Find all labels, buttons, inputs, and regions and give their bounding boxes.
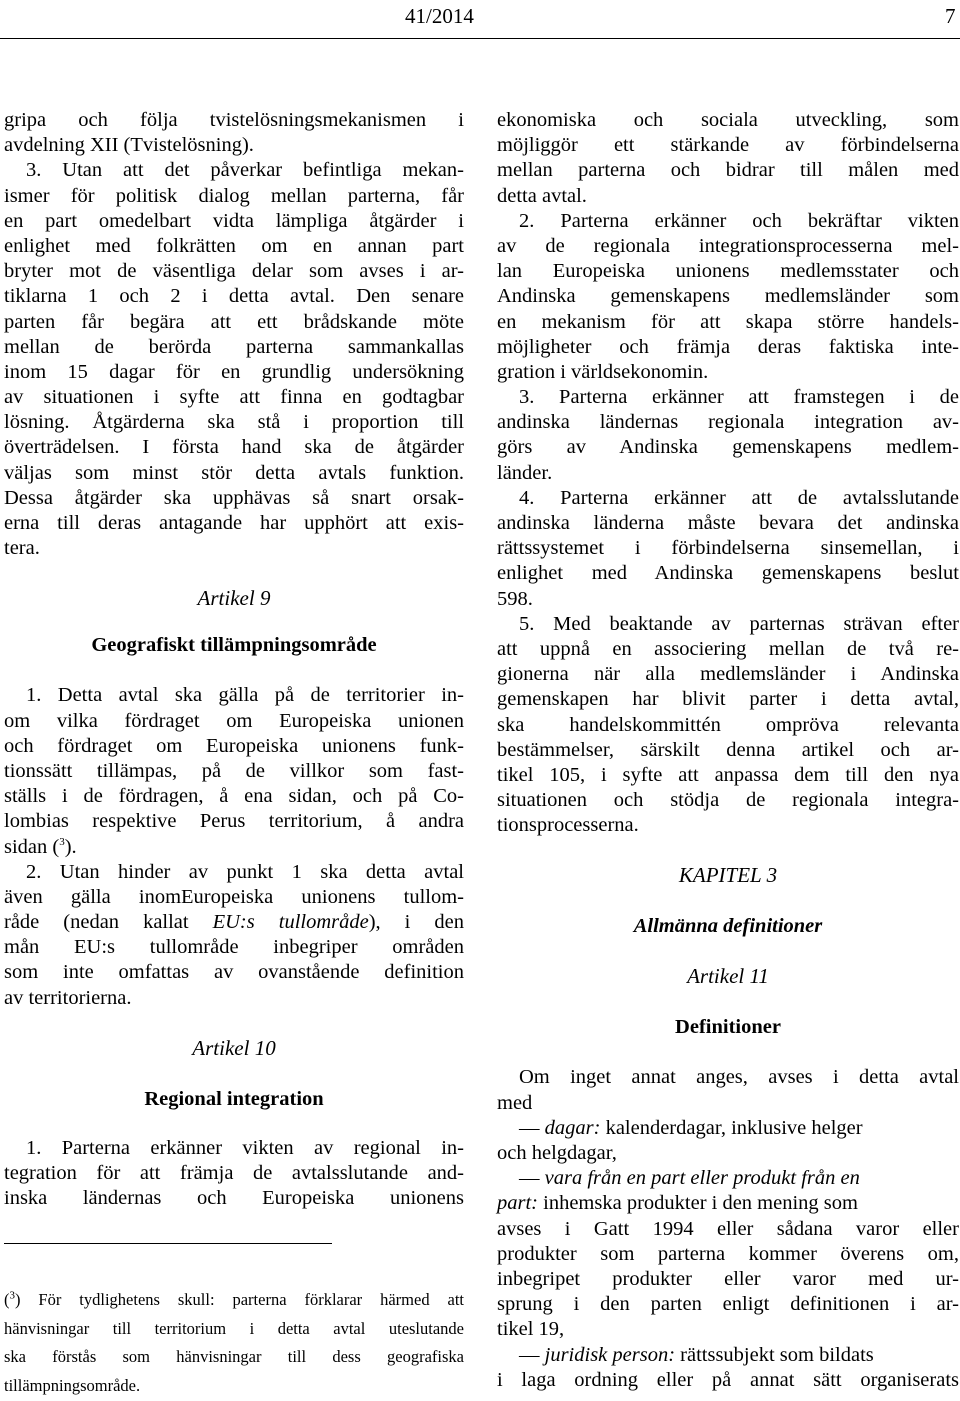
text-line: hänvisningar till territorium i detta avtal uteslutande xyxy=(4,1318,464,1338)
chapter-number: KAPITEL 3 xyxy=(678,863,778,888)
paragraph-10-2 xyxy=(497,209,959,385)
text-line: en mekanism för att skapa större handels- xyxy=(497,310,959,333)
text-line: tikel 105, i syfte att anpassa dem till den nya xyxy=(497,763,959,786)
defined-term: part: xyxy=(497,1192,538,1215)
definition-dagar xyxy=(497,1116,959,1166)
footnote-ref[interactable]: 3 xyxy=(59,835,65,848)
text-span: rättssubjekt som bildats xyxy=(675,1343,874,1366)
text-line: bryter mot de väsentliga delar som avses i ar- xyxy=(4,260,464,283)
text-line xyxy=(4,910,464,935)
text-line: gripa och följa tvistelösningsmekanismen i xyxy=(4,109,464,131)
text-line: och fördraget om Europeiska unionens funk- xyxy=(4,734,464,757)
paragraph-10-1 xyxy=(4,1136,464,1212)
text-span: sidan ( xyxy=(4,835,60,858)
text-line: sprung i den parten enligt definitionen i ar- xyxy=(497,1293,959,1316)
text-line: Om inget annat anges, avses i detta avtal xyxy=(519,1066,959,1089)
text-line: av de regionala integrationsprocesserna mel- xyxy=(497,234,959,257)
text-line: tera. xyxy=(4,537,40,560)
text-line: avses i Gatt 1994 eller sådana varor eller xyxy=(497,1217,959,1240)
text-line: att uppnå en associering mellan de två re- xyxy=(497,637,959,660)
text-span: inhemska produkter i den mening som xyxy=(538,1192,858,1215)
paragraph-3 xyxy=(4,158,464,561)
defined-term: vara från en part eller produkt från en xyxy=(544,1167,860,1190)
text-line: inom 15 dagar för en grundlig undersökning xyxy=(4,360,464,383)
text-line: Dessa åtgärder ska upphävas så snart orsak- xyxy=(4,486,464,509)
article-title: Geografiskt tillämpningsområde xyxy=(91,634,377,657)
text-line: i laga ordning eller på annat sätt organiserats xyxy=(497,1368,959,1391)
chapter-3-heading xyxy=(497,862,959,1040)
paragraph-10-3 xyxy=(497,385,959,486)
text-line: av situationen i syfte att finna en godtagbar xyxy=(4,386,464,409)
em-dash: — xyxy=(519,1343,540,1366)
text-line: andinska ländernas regionala integration av- xyxy=(497,411,959,434)
text-line: enlighet med Andinska gemenskapens beslut xyxy=(497,562,959,585)
text-line: med xyxy=(497,1091,533,1114)
paragraph-10-4 xyxy=(497,486,959,612)
em-dash: — xyxy=(519,1116,540,1139)
text-line: 2. Utan hinder av punkt 1 ska detta avtal xyxy=(26,860,464,883)
text-line: om vilka fördraget om Europeiska unionen xyxy=(4,709,464,732)
text-line: 2. Parterna erkänner och bekräftar vikten xyxy=(519,209,959,232)
text-line: möjligheter och främja deras faktiska inte- xyxy=(497,335,959,358)
article-9-heading xyxy=(4,585,464,658)
article-title: Regional integration xyxy=(144,1087,324,1110)
text-line: gration i världsekonomin. xyxy=(497,360,709,383)
text-line: 1. Detta avtal ska gälla på de territorier in- xyxy=(26,684,464,707)
definition-juridisk-person xyxy=(497,1343,959,1393)
text-span: ) För tydlighetens skull: parterna förklarar härmed att xyxy=(15,1290,464,1309)
text-line: enlighet med folkrätten om en annan part xyxy=(4,234,464,257)
text-line: erna till deras antagande har upphört att exis- xyxy=(4,512,464,534)
text-line: mån EU:s tullområde inbegriper områden xyxy=(4,936,464,959)
text-line: tikel 19, xyxy=(497,1318,565,1341)
text-line: produkter som parterna kommer överens om, xyxy=(497,1242,959,1265)
text-line: av territorierna. xyxy=(4,986,132,1009)
text-line xyxy=(497,1166,959,1191)
text-line: Andinska gemenskapens medlemsländer som xyxy=(497,285,959,308)
footnote xyxy=(4,1286,464,1401)
text-line: ($^3$) För tydlighetens skull: parterna förklarar härmed att xyxy=(4,1289,464,1309)
text-line: detta avtal. xyxy=(497,184,587,207)
text-line: ska förstås som hänvisningar till dess geografiska xyxy=(4,1347,464,1367)
text-line: en part omedelbart vidta lämpliga åtgärder i xyxy=(4,209,464,232)
text-line: lösning. Åtgärderna ska stå i proportion till xyxy=(4,411,464,434)
text-line: väljas som minst stör detta avtals funktion. xyxy=(4,461,464,484)
text-line: tiklarna 1 och 2 i detta avtal. Den senare xyxy=(4,285,464,308)
text-line: 1. Parterna erkänner vikten av regional in- xyxy=(26,1136,464,1159)
text-line: ställs i de fördragen, å ena sidan, och på Co- xyxy=(4,785,464,808)
text-line: tionsprocesserna. xyxy=(497,814,639,837)
left-column xyxy=(4,108,464,1211)
text-line: inska ländernas och Europeiska unionens xyxy=(4,1187,464,1210)
article-10-heading xyxy=(4,1035,464,1112)
definition-vara xyxy=(497,1166,959,1342)
footnote-rule xyxy=(4,1243,332,1244)
text-line: tillämpningsområde. xyxy=(4,1376,141,1396)
text-line: inbegripet produkter eller varor med ur- xyxy=(497,1267,959,1290)
paragraph-11-intro xyxy=(497,1065,959,1115)
text-line: överträdelsen. I första hand ska de åtgärder xyxy=(4,436,464,459)
article-number: Artikel 11 xyxy=(687,964,769,989)
text-line: gionerna när alla medlemsländer i Andinska xyxy=(497,663,959,686)
text-line: även gälla inomEuropeiska unionens tullom- xyxy=(4,885,464,908)
text-line xyxy=(497,1343,959,1368)
text-line: ismer för politisk dialog mellan parterna, får xyxy=(4,184,464,207)
issue-number: 41/2014 xyxy=(405,4,474,28)
text-line xyxy=(497,1116,959,1141)
text-line: bestämmelser, särskilt denna artikel och ar- xyxy=(497,738,959,761)
text-line: lombias respektive Perus territorium, å andra xyxy=(4,810,464,833)
article-number: Artikel 10 xyxy=(192,1035,276,1060)
text-span: ), i den xyxy=(368,911,464,934)
text-line: 5. Med beaktande av parternas strävan efter xyxy=(519,612,959,635)
text-line: länder. xyxy=(497,461,553,484)
footnote-marker: 3 xyxy=(9,1289,15,1302)
text-line: som inte omfattas av ovanstående definition xyxy=(4,961,464,984)
text-span: ). xyxy=(64,835,77,858)
text-line: mellan parterna och bidrar till målen med xyxy=(497,159,959,182)
text-line: rättssystemet i förbindelserna sinsemellan, i xyxy=(497,537,959,560)
defined-term: juridisk person: xyxy=(544,1343,676,1366)
text-line: görs av Andinska gemenskapens medlem- xyxy=(497,436,959,459)
em-dash: — xyxy=(519,1167,540,1190)
text-line: 3. Parterna erkänner att framstegen i de xyxy=(519,386,959,409)
text-line xyxy=(497,1191,959,1216)
text-line: lan Europeiska unionens medlemsstater och xyxy=(497,260,959,283)
text-line: 3. Utan att det påverkar befintliga mekan- xyxy=(26,159,464,182)
paragraph-9-1 xyxy=(4,683,464,859)
text-span: kalenderdagar, inklusive helger xyxy=(600,1116,863,1139)
text-line: ska handelskommittén ompröva relevanta xyxy=(497,713,959,736)
text-line: 4. Parterna erkänner att de avtalsslutande xyxy=(519,486,959,509)
paragraph-9-2 xyxy=(4,860,464,1011)
text-line: tionssätt tillämpas, på de villkor som fast- xyxy=(4,759,464,782)
article-number: Artikel 9 xyxy=(197,586,271,611)
paragraph-continued xyxy=(497,108,959,209)
text-line: möjliggör ett stärkande av förbindelserna xyxy=(497,134,959,157)
right-column xyxy=(497,108,959,1393)
page-header xyxy=(0,0,960,40)
article-title: Definitioner xyxy=(675,1016,781,1039)
text-line: avdelning XII (Tvistelösning). xyxy=(4,134,254,157)
paragraph-intro xyxy=(4,108,464,158)
text-line: 598. xyxy=(497,587,533,610)
text-line: och helgdagar, xyxy=(497,1142,617,1164)
header-rule xyxy=(0,38,960,39)
text-line: situationen och stödja de regionala integra- xyxy=(497,789,959,812)
paragraph-10-5 xyxy=(497,612,959,839)
defined-term: dagar: xyxy=(544,1116,601,1139)
text-line: gemenskapen har blivit parter i detta avtal, xyxy=(497,688,959,711)
text-line: ekonomiska och sociala utveckling, som xyxy=(497,109,959,131)
text-span: råde (nedan kallat xyxy=(4,911,213,934)
text-line: tegration för att främja de avtalsslutande and- xyxy=(4,1162,464,1184)
text-line xyxy=(4,835,464,860)
page-number: 7 xyxy=(945,4,956,28)
text-line: mellan de berörda parterna sammankallas xyxy=(4,335,464,358)
text-line: andinska länderna måste bevara det andinska xyxy=(497,512,959,534)
text-line: parten får begära att ett brådskande möte xyxy=(4,310,464,333)
italic-term: EU:s tullområde xyxy=(212,911,369,934)
chapter-title: Allmänna definitioner xyxy=(633,915,823,938)
